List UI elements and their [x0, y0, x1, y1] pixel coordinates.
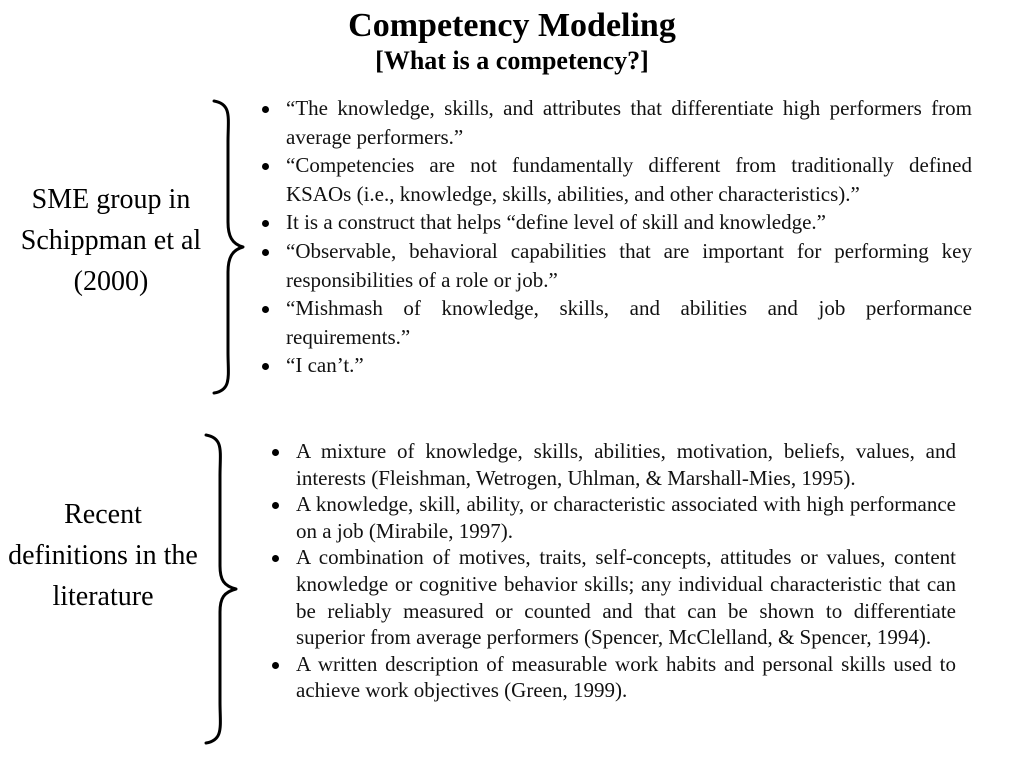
slide-title: Competency Modeling [348, 7, 676, 44]
list-item: A mixture of knowledge, skills, abilities, motivation, beliefs, values, and interests (Fleishman, Wetrogen, Uhlman, & Marshall-Mies, 1995). [268, 438, 956, 491]
list-item: “Mishmash of knowledge, skills, and abilities and job performance requirements.” [258, 294, 972, 351]
group-label-literature: Recent definitions in the literature [8, 499, 198, 612]
list-item: A combination of motives, traits, self-concepts, attitudes or values, content knowledge or cognitive behavior skills; any individual characteristic that can be reliably measured or counted and that can be shown to differentiate superior from average performers (Spencer, McClelland, & Spencer, 1994). [268, 544, 956, 650]
list-item: A knowledge, skill, ability, or characteristic associated with high performance on a job (Mirabile, 1997). [268, 491, 956, 544]
list-item: It is a construct that helps “define level of skill and knowledge.” [258, 208, 972, 237]
left-brace-icon [204, 98, 250, 396]
list-item: A written description of measurable work habits and personal skills used to achieve work objectives (Green, 1999). [268, 651, 956, 704]
group-label-sme: SME group in Schippman et al (2000) [20, 184, 202, 297]
list-item: “Competencies are not fundamentally different from traditionally defined KSAOs (i.e., knowledge, skills, abilities, and other characteristics).” [258, 151, 972, 208]
list-item: “The knowledge, skills, and attributes that differentiate high performers from average performers.” [258, 94, 972, 151]
left-brace-icon [198, 432, 244, 746]
definition-list-literature [268, 438, 956, 704]
definition-list-sme [258, 94, 972, 380]
list-item: “Observable, behavioral capabilities that are important for performing key responsibilities of a role or job.” [258, 237, 972, 294]
list-item: “I can’t.” [258, 351, 972, 380]
slide-subtitle: [What is a competency?] [375, 46, 649, 75]
